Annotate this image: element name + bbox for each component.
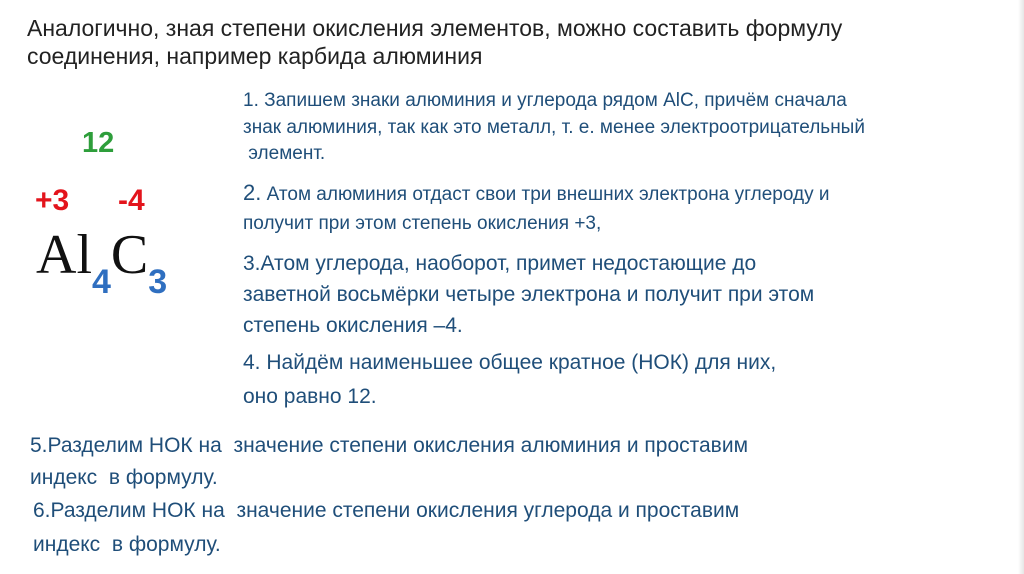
step-line: индекс в формулу. <box>30 466 218 489</box>
title-line: соединения, например карбида алюминия <box>27 43 483 69</box>
step-1 <box>243 88 865 168</box>
step-line: 5.Разделим НОК на значение степени окисления алюминия и проставим <box>30 434 749 457</box>
step-text: Атом алюминия отдаст свои три внешних электрона углероду и <box>261 184 830 205</box>
step-3 <box>243 248 814 341</box>
title-line: Аналогично, зная степени окисления элементов, можно составить формулу <box>27 15 843 41</box>
step-number: 2. <box>243 180 262 205</box>
step-4 <box>243 346 776 414</box>
slide-edge-shadow <box>1018 0 1024 574</box>
oxidation-state-carbon: -4 <box>118 184 145 217</box>
step-5 <box>30 430 748 494</box>
step-line: 4. Найдём наименьшее общее кратное (НОК) для них, <box>243 351 777 374</box>
step-2 <box>243 178 829 238</box>
oxidation-state-aluminium: +3 <box>35 184 70 217</box>
step-line: индекс в формулу. <box>33 533 221 556</box>
index-aluminium: 4 <box>92 263 111 301</box>
step-line: знак алюминия, так как это металл, т. е. менее электроотрицательный <box>243 116 865 138</box>
step-line: получит при этом степень окисления +3, <box>243 213 602 234</box>
step-line: 3.Атом углерода, наоборот, примет недостающие до <box>243 252 757 275</box>
chemical-formula <box>36 224 168 301</box>
step-line: элемент. <box>243 143 326 164</box>
symbol-aluminium: Al <box>36 224 92 286</box>
slide-title <box>27 14 842 70</box>
step-line: 1. Запишем знаки алюминия и углерода рядом AlC, причём сначала <box>243 90 847 111</box>
lcm-value: 12 <box>82 127 115 159</box>
symbol-carbon: C <box>110 224 149 286</box>
step-line: 6.Разделим НОК на значение степени окисления углерода и проставим <box>33 499 740 522</box>
step-6 <box>33 494 739 562</box>
index-carbon: 3 <box>148 263 168 301</box>
step-line <box>243 178 829 209</box>
step-line: степень окисления –4. <box>243 314 463 337</box>
step-line: оно равно 12. <box>243 385 377 408</box>
step-line: заветной восьмёрки четыре электрона и получит при этом <box>243 283 815 306</box>
